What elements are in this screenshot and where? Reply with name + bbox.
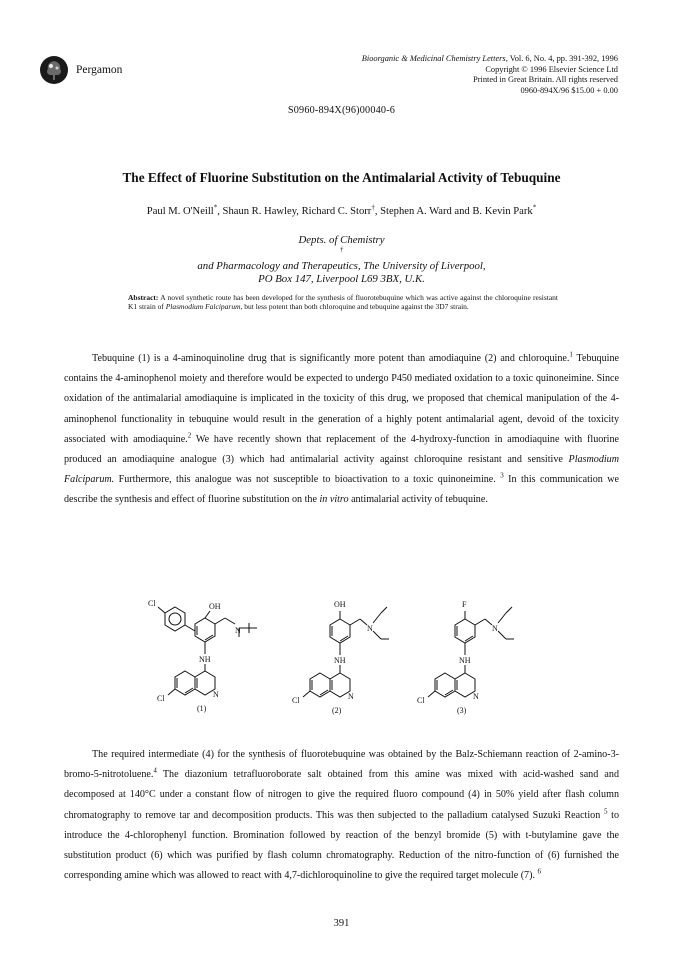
cl-atom-label: Cl bbox=[148, 599, 156, 608]
synthesis-paragraph: The required intermediate (4) for the synthesis of fluorotebuquine was obtained by the Balz-Schiemann reaction of 2-amino-3-bromo-5-nitrotoluene.$^4$ The diazonium tetrafluoroborate salt obtained from this amine was mixed with acid-washed sand and decomposed at 140°C under a constant flow of nitrogen to give the required fluoro compound (4) in 50% yield after flash column chromatography to remove tar and decomposition products. This was then subjected to the palladium catalysed Suzuki Reaction $^5$ to introduce the 4-chlorophenyl function. Bromination followed by reaction of the benzyl bromide (5) with t-butylamine gave the substitution product (6) which was purified by flash column chromatography. Reduction of the nitro-function of (6) furnished the corresponding amine which was allowed to react with 4,7-dichloroquinoline to give the required target molecule (7). $^6$ bbox=[64, 749, 619, 882]
copyright-line: Copyright © 1996 Elsevier Science Ltd bbox=[485, 64, 618, 74]
n-atom-label: N bbox=[367, 624, 373, 633]
structure-label-3: (3) bbox=[457, 706, 467, 715]
affiliation bbox=[0, 234, 683, 286]
author-list: Paul M. O'Neill*, Shaun R. Hawley, Richard C. Storr†, Stephen A. Ward and B. Kevin Park* bbox=[146, 203, 537, 217]
nh-atom-label: NH bbox=[334, 656, 346, 665]
n-atom-label: N bbox=[473, 692, 479, 701]
nh-atom-label: NH bbox=[199, 655, 211, 664]
affiliation-line-1: Depts. of Chemistry † and Pharmacology and Therapeutics, The University of Liverpool, bbox=[197, 234, 486, 272]
chemical-structures-figure bbox=[135, 593, 565, 733]
n-atom-label: N bbox=[348, 692, 354, 701]
structure-label-2: (2) bbox=[332, 706, 342, 715]
printed-line: Printed in Great Britain. All rights reserved bbox=[473, 75, 618, 85]
cl-atom-label: Cl bbox=[292, 696, 300, 705]
n-atom-label: N bbox=[492, 624, 498, 633]
f-atom-label: F bbox=[462, 600, 467, 609]
structure-label-1: (1) bbox=[197, 704, 207, 713]
n-atom-label: N bbox=[213, 690, 219, 699]
paper-title: The Effect of Fluorine Substitution on the Antimalarial Activity of Tebuquine bbox=[122, 170, 561, 185]
abstract: Abstract: A novel synthetic route has been developed for the synthesis of fluorotebuquine which was active against the chloroquine resistant K1 strain of Plasmodium Falciparum, but less potent than both chloroquine and tebuquine against the 3D7 strain. bbox=[128, 293, 558, 312]
volume-pages: Vol. 6, No. 4, pp. 391-392, 1996 bbox=[507, 54, 618, 63]
pii-code: S0960-894X(96)00040-6 bbox=[287, 105, 396, 116]
cl-atom-label: Cl bbox=[417, 696, 425, 705]
oh-atom-label: OH bbox=[209, 602, 221, 611]
cl-atom-label: Cl bbox=[157, 694, 165, 703]
oh-atom-label: OH bbox=[334, 600, 346, 609]
n-atom-label: N bbox=[235, 626, 241, 635]
citation-line-1 bbox=[362, 54, 618, 65]
nh-atom-label: NH bbox=[459, 656, 471, 665]
citation-block bbox=[362, 54, 618, 96]
page-number: 391 bbox=[333, 918, 350, 929]
abstract-label: Abstract: bbox=[128, 293, 159, 302]
intro-paragraph: Tebuquine (1) is a 4-aminoquinoline drug that is significantly more potent than amodiaquine (2) and chloroquine.$^1$ Tebuquine contains the 4-aminophenol moiety and therefore would be expected to undergo P450 mediated oxidation to a toxic quinoneimine. Since oxidation of the antimalarial amodiaquine is implicated in the toxicity of this drug, we proposed that chemical manipulation of the 4-aminophenol functionality in tebuquine would result in the generation of a highly potent antimalarial agent, devoid of the toxicity associated with amodiaquine.$^2$ We have recently shown that replacement of the 4-hydroxy-function in amodiaquine with fluorine produced an amodiaquine analogue (3) which had antimalarial activity against chloroquine resistant and sensitive Plasmodium Falciparum. Furthermore, this analogue was not susceptible to bioactivation to a toxic quinoneimine. $^3$ In this communication we describe the synthesis and effect of fluorine substitution on the in vitro antimalarial activity of tebuquine. bbox=[64, 350, 619, 506]
journal-name: Bioorganic & Medicinal Chemistry Letters, bbox=[361, 54, 508, 63]
elsevier-tree-logo-icon bbox=[39, 55, 69, 85]
publisher-name: Pergamon bbox=[76, 64, 123, 76]
issn-line: 0960-894X/96 $15.00 + 0.00 bbox=[520, 85, 618, 95]
affiliation-line-2: PO Box 147, Liverpool L69 3BX, U.K. bbox=[258, 273, 425, 285]
